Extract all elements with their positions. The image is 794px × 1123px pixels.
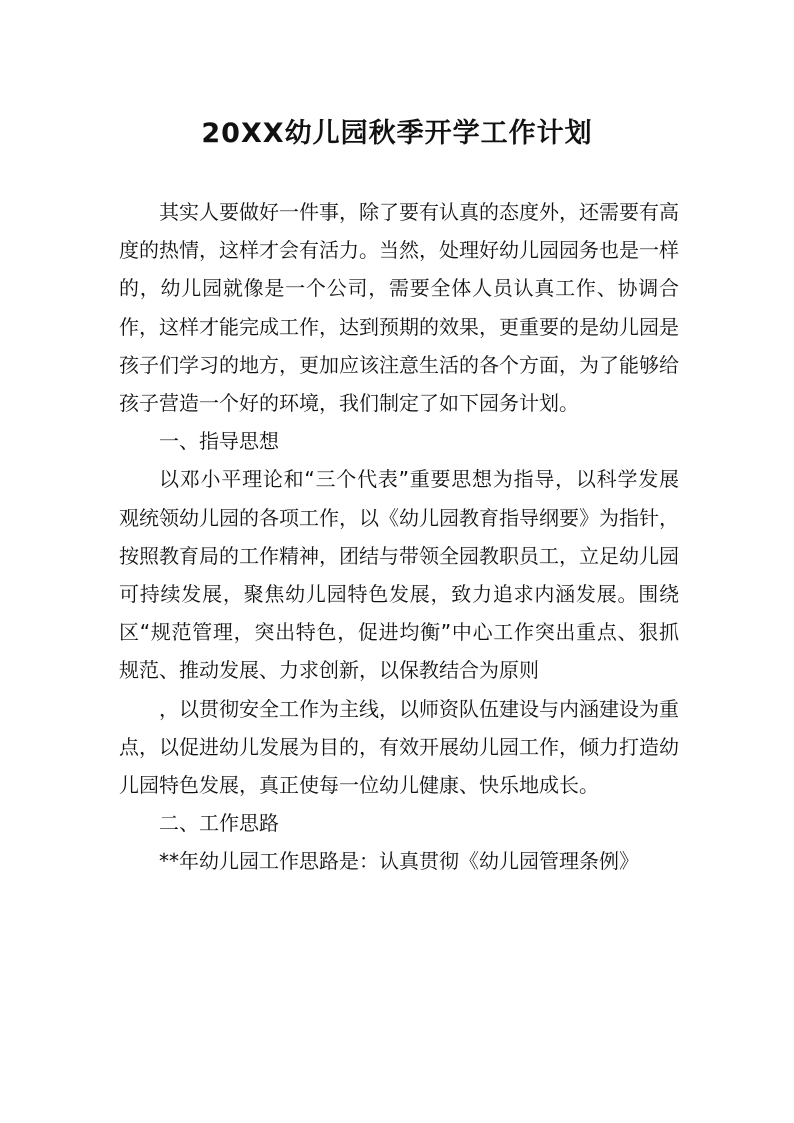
intro-paragraph: 其实人要做好一件事，除了要有认真的态度外，还需要有高度的热情，这样才会有活力。当然，处理好幼儿园园务也是一样的，幼儿园就像是一个公司，需要全体人员认真工作、协调合作，这样才能完成工作，达到预期的效果，更重要的是幼儿园是孩子们学习的地方，更加应该注意生活的各个方面，为了能够给孩子营造一个好的环境，我们制定了如下园务计划。 (119, 200, 679, 416)
section-heading-guiding-ideology: 一、指导思想 (159, 429, 279, 454)
guiding-ideology-paragraph: 以邓小平理论和“三个代表”重要思想为指导，以科学发展观统领幼儿园的各项工作，以《幼儿园教育指导纲要》为指针，按照教育局的工作精神，团结与带领全园教职员工，立足幼儿园可持续发展，聚焦幼儿园特色发展，致力追求内涵发展。围绕区“规范管理，突出特色，促进均衡”中心工作突出重点、狠抓规范、推动发展、力求创新，以保教结合为原则 (119, 467, 679, 683)
guiding-ideology-continuation: ，以贯彻安全工作为主线，以师资队伍建设与内涵建设为重点，以促进幼儿发展为目的，有效开展幼儿园工作，倾力打造幼儿园特色发展，真正使每一位幼儿健康、快乐地成长。 (119, 696, 679, 798)
document-body (119, 193, 679, 881)
work-approach-paragraph: **年幼儿园工作思路是：认真贯彻《幼儿园管理条例》 (159, 849, 639, 874)
document-title: 20XX幼儿园秋季开学工作计划 (201, 118, 593, 150)
section-heading-work-approach: 二、工作思路 (159, 811, 279, 836)
